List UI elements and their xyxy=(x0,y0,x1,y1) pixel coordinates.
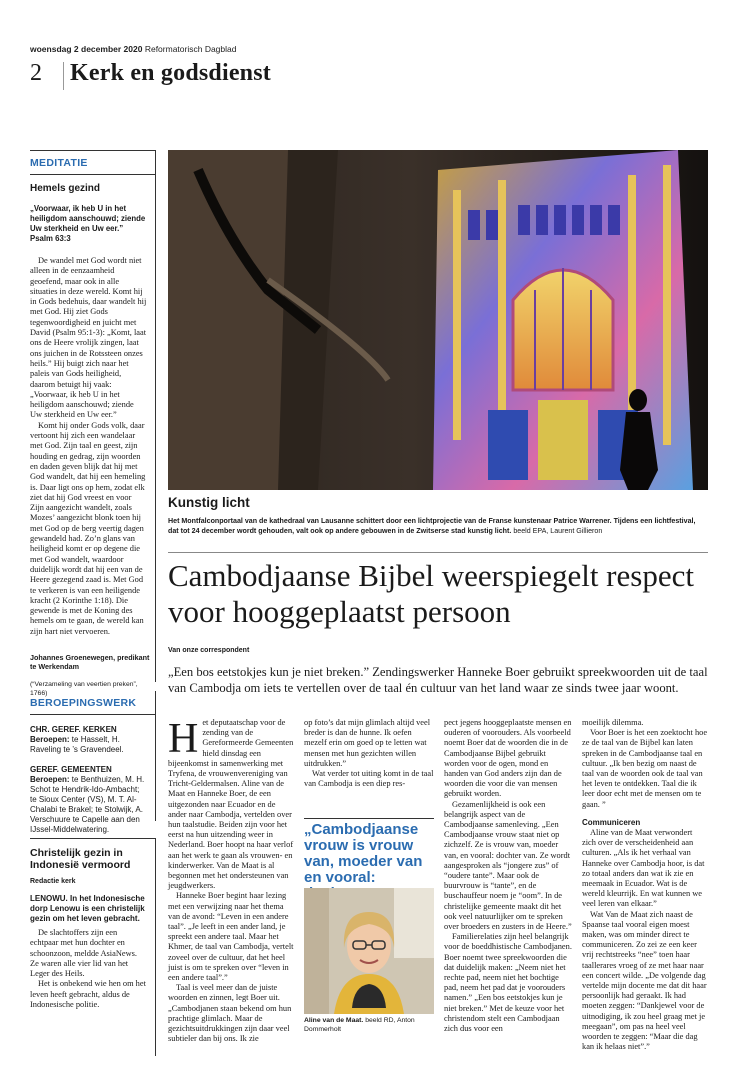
geref-text xyxy=(30,775,147,835)
paragraph-text: et deputaatschap voor de zending van de Gereformeerde Gemeenten hield dinsdag een bijeenkomst in samenwerking met Tryfena, de vrouwenvereniging van Tricht-Geldermalsen. Aline van de Maat en Hanneke Boer, de een uitgezonden naar Ecuador en de ander naar Cambodja, vertelden over hun taalstudie. Beiden zijn voor het eerst na hun uitzending weer in Nederland. Boer hoopt na haar verlof aan het werk te gaan als vrouwen- en kinderwerker. Van de Maat is al begonnen met het ondersteunen van jeugdwerkers. xyxy=(168,718,294,891)
article-paragraph: Gezamenlijkheid is ook een belangrijk aspect van de Cambodjaanse samenleving. „Een Cambodjaanse vrouw staat niet op zichzelf. Ze is vrouw van, moeder van, en vooral: dochter van. Ze wordt aangesproken als “jongere zus” of “oudere tante”. Maar ook de buurvrouw is “tante”, en de buschauffeur noem je “oom”. In de christelijke gemeente maakt dit het ook veel natuurlijker om te spreken over broeders en zusters in de Heere.” xyxy=(444,799,572,932)
indonesia-paragraph: Het is onbekend wie hen om het leven heeft gebracht, aldus de Indonesische politie. xyxy=(30,979,146,1010)
portrait-photo xyxy=(304,888,434,1014)
article-paragraph: Hanneke Boer begint haar lezing met een verwijzing naar het thema van de avond: “Leven in een andere taal”. „Je leeft in een ander land, je spreekt een andere taal. Maar het Khmer, de taal van Cambodja, vertelt zoveel over de cultuur, dat het heel juist is om te spreken over “leven in een andere taal”.” xyxy=(168,891,294,983)
caption-text: Het Montfalconportaal van de kathedraal van Lausanne schittert door een lichtprojectie van de Franse kunstenaar Patrice Warrener. Tijdens een lichtfestival, dat tot 24 december wordt gehouden, valt ook op andere gebouwen in de Zwitserse stad kunstig licht. xyxy=(168,517,696,535)
photo-title: Kunstig licht xyxy=(168,495,250,510)
section-title: Kerk en godsdienst xyxy=(70,60,271,86)
article-lead: „Een bos eetstokjes kun je niet breken.” Zendingswerker Hanneke Boer gebruikt spreekwoorden uit de taal van Cambodja om iets te vertellen over de taal én cultuur van het land waar ze sinds twee jaar woont. xyxy=(168,665,708,695)
indonesia-box xyxy=(30,838,156,1056)
photo-credit: beeld EPA, Laurent Gillieron xyxy=(513,527,603,535)
quote-text: „Voorwaar, ik heb U in het heiligdom aanschouwd; ziende Uw sterkheid en Uw eer.” xyxy=(30,204,146,233)
header-date xyxy=(30,44,236,54)
article-column-1 xyxy=(168,718,295,1045)
indonesia-body xyxy=(30,928,155,1010)
portrait-credit: beeld RD, Anton Dommerholt xyxy=(304,1017,415,1033)
meditatie-body xyxy=(30,256,155,637)
meditatie-author: Johannes Groenewegen, predikant te Werkendam xyxy=(30,652,150,672)
meditatie-source: (“Verzameling van veertien preken”, 1766) xyxy=(30,680,138,697)
cathedral-photo xyxy=(168,150,708,490)
beroepingswerk-label: BEROEPINGSWERK xyxy=(30,691,155,715)
portrait-illustration xyxy=(304,888,434,1014)
chr-geref-heading: CHR. GEREF. KERKEN xyxy=(30,725,117,734)
article-paragraph: pect jegens hooggeplaatste mensen en ouderen of voorouders. Als voorbeeld noemt Boer dat de woorden die in de Cambodjaanse Bijbel gebruikt worden voor de ogen, mond en handen van God anders zijn dan de woorden die voor die van mensen gebruikt worden. xyxy=(444,718,572,799)
meditatie-label: MEDITATIE xyxy=(30,151,155,175)
pullquote-rule xyxy=(304,818,434,819)
page-number: 2 xyxy=(30,60,42,86)
beroepen-label: Beroepen: xyxy=(30,775,70,784)
article-paragraph: Voor Boer is het een zoektocht hoe ze de taal van de Bijbel kan laten spreken in de Cambodjaanse taal en cultuur. „Ik ben bezig om naast de taal van de woorden ook de taal van het leven te ontdekken. Taal die ik leer door echt met de mensen om te gaan. ” xyxy=(582,728,708,809)
indonesia-byline: Redactie kerk xyxy=(30,878,76,885)
meditatie-box xyxy=(30,150,156,697)
article-headline: Cambodjaanse Bijbel weerspiegelt respect voor hooggeplaatst persoon xyxy=(168,558,694,629)
header-divider xyxy=(63,62,64,90)
sidebar xyxy=(30,150,156,1056)
meditatie-quote xyxy=(30,204,155,244)
cathedral-illustration xyxy=(168,150,708,490)
beroepingswerk-content xyxy=(30,725,155,835)
article-byline: Van onze correspondent xyxy=(168,647,250,654)
indonesia-paragraph: De slachtoffers zijn een echtpaar met hun dochter en schoonzoon, meldde AsiaNews. Ze waren alle vier lid van het Leger des Heils. xyxy=(30,928,137,979)
geref-beroepen: te Benthuizen, M. H. Schot te Hendrik-Ido-Ambacht; te Sioux Center (VS), M. T. Al-Chalabi te Brakel; te Stolwijk, A. Verschuure te Capelle aan den IJssel-Middelwatering. xyxy=(30,775,145,834)
article-paragraph: Wat Van de Maat zich naast de Spaanse taal vooral eigen moest maken, was om minder direct te communiceren. Zo zei ze een keer vrij rechtstreeks “nee” toen haar taallerares vroeg of ze met haar naar een concert wilde. „De volgende dag vertelde mijn docente me dat dit haar persoonlijk had geraakt. Ik had moeten zeggen: “Dankjewel voor de uitnodiging, ik zou heel graag met je meegaan”, om pas na heel veel woorden te zeggen: “Maar die dag kan ik helaas niet”.” xyxy=(582,909,707,1052)
meditatie-paragraph: Komt hij onder Gods volk, daar vertoont hij zich een wandelaar met God. Zijn taal en geest, zijn houding en gedrag, zijn woorden en daden geven blijk dat hij met God wandelt, dat hij een hemeling is. Daar ligt ons op hem, zodat elk ziet dat hij God vreest en voor Zijn aangezicht wandelt, zoals Mozes’ aangezicht blonk toen hij met God op de berg veertig dagen gewandeld had. Zo’n glans van heiligheid komt er op degene die met God wandelt, waardoor duidelijk wordt dat hij een van de Heere gezegend zaad is. Met God te verkeren is van een heiligende kracht (2 Korinthe 1:18). Die gewende is met de Koning des hemels om te gaan, de wereld kan zijn hart niet vervoeren. xyxy=(30,420,146,636)
article-paragraph: moeilijk dilemma. xyxy=(582,718,644,727)
meditatie-paragraph: De wandel met God wordt niet alleen in de eenzaamheid geoefend, maar ook in alle situaties in deze wereld. Komt hij in Gods bedehuis, daar wandelt hij met God. Hij ziet Gods tegenwoordigheid en juicht met David (Psalm 95:1-3): „Komt, laat ons de Heere vrolijk zingen, laat ons juichen in de Rotssteen onzes heils.” Hij buigt zich naar het paleis van Gods heiligheid, daarom betuigt hij vaak: „Voorwaar, ik heb U in het heiligdom aanschouwd; ziende Uw sterkheid en Uw eer.” xyxy=(30,256,147,420)
chr-geref-beroepen: te Hasselt, H. Raveling te ’s Gravendeel. xyxy=(30,735,124,754)
geref-heading: GEREF. GEMEENTEN xyxy=(30,765,112,774)
article-paragraph: Taal is veel meer dan de juiste woorden en zinnen, legt Boer uit. „Cambodjanen staan bekend om hun prachtige glimlach. Maar de gezichtsuitdrukkingen zijn daar veel subtieler dan bij ons. Ik zie xyxy=(168,983,292,1044)
beroepen-label: Beroepen: xyxy=(30,735,70,744)
article-column-2 xyxy=(304,718,434,789)
portrait-caption xyxy=(304,1016,434,1034)
article-paragraph xyxy=(168,718,295,891)
article-paragraph: Familierelaties zijn heel belangrijk voor de boeddhistische Cambodjanen. Boer noemt twee spreekwoorden die dat duidelijk maken: „Neem niet het rechte pad, neem niet het bochtige pad, neem het pad dat je voorouders namen.” „Een bos eetstokjes kun je niet breken.” Met de keuze voor het christendom stelt een Cambodjaan zich dus voor een xyxy=(444,932,572,1034)
article-column-4 xyxy=(582,718,708,1053)
indonesia-lead: LENOWU. In het Indonesische dorp Lenowu is een christelijk gezin om het leven gebracht. xyxy=(30,894,145,923)
pullquote: „Cambodjaanse vrouw is vrouw van, moeder van en vooral: xyxy=(304,821,423,886)
article-subhead: Communiceren xyxy=(582,817,641,827)
portrait-name: Aline van de Maat. xyxy=(304,1017,364,1024)
dropcap: H xyxy=(168,716,199,762)
article-paragraph: op foto’s dat mijn glimlach altijd veel breder is dan de hunne. Ik oefen mezelf erin om goed op te letten wat mensen met hun gezichten willen uitdrukken.” xyxy=(304,718,431,768)
photo-caption xyxy=(168,516,708,536)
chr-geref-text xyxy=(30,735,147,755)
article-paragraph: Aline van de Maat verwondert zich over de verscheidenheid aan culturen. „Als ik het verhaal van Hanneke over Cambodja hoor, is dat zo totaal anders dan wat ik zie en meemaak in Ecuador. Wat is de wereld kleurrijk. En wat kunnen we veel leren van elkaar.” xyxy=(582,828,705,909)
article-paragraph: Wat verder tot uiting komt in de taal van Cambodja is een diep res- xyxy=(304,769,434,789)
divider xyxy=(168,552,708,553)
article-column-3 xyxy=(444,718,572,1034)
paper-name: Reformatorisch Dagblad xyxy=(144,44,237,54)
quote-ref: Psalm 63:3 xyxy=(30,234,71,243)
beroepingswerk-box xyxy=(30,691,156,834)
indonesia-title: Christelijk gezin in Indonesië vermoord xyxy=(30,847,131,871)
meditatie-title: Hemels gezind xyxy=(30,183,101,194)
date-text: woensdag 2 december 2020 xyxy=(30,44,143,54)
